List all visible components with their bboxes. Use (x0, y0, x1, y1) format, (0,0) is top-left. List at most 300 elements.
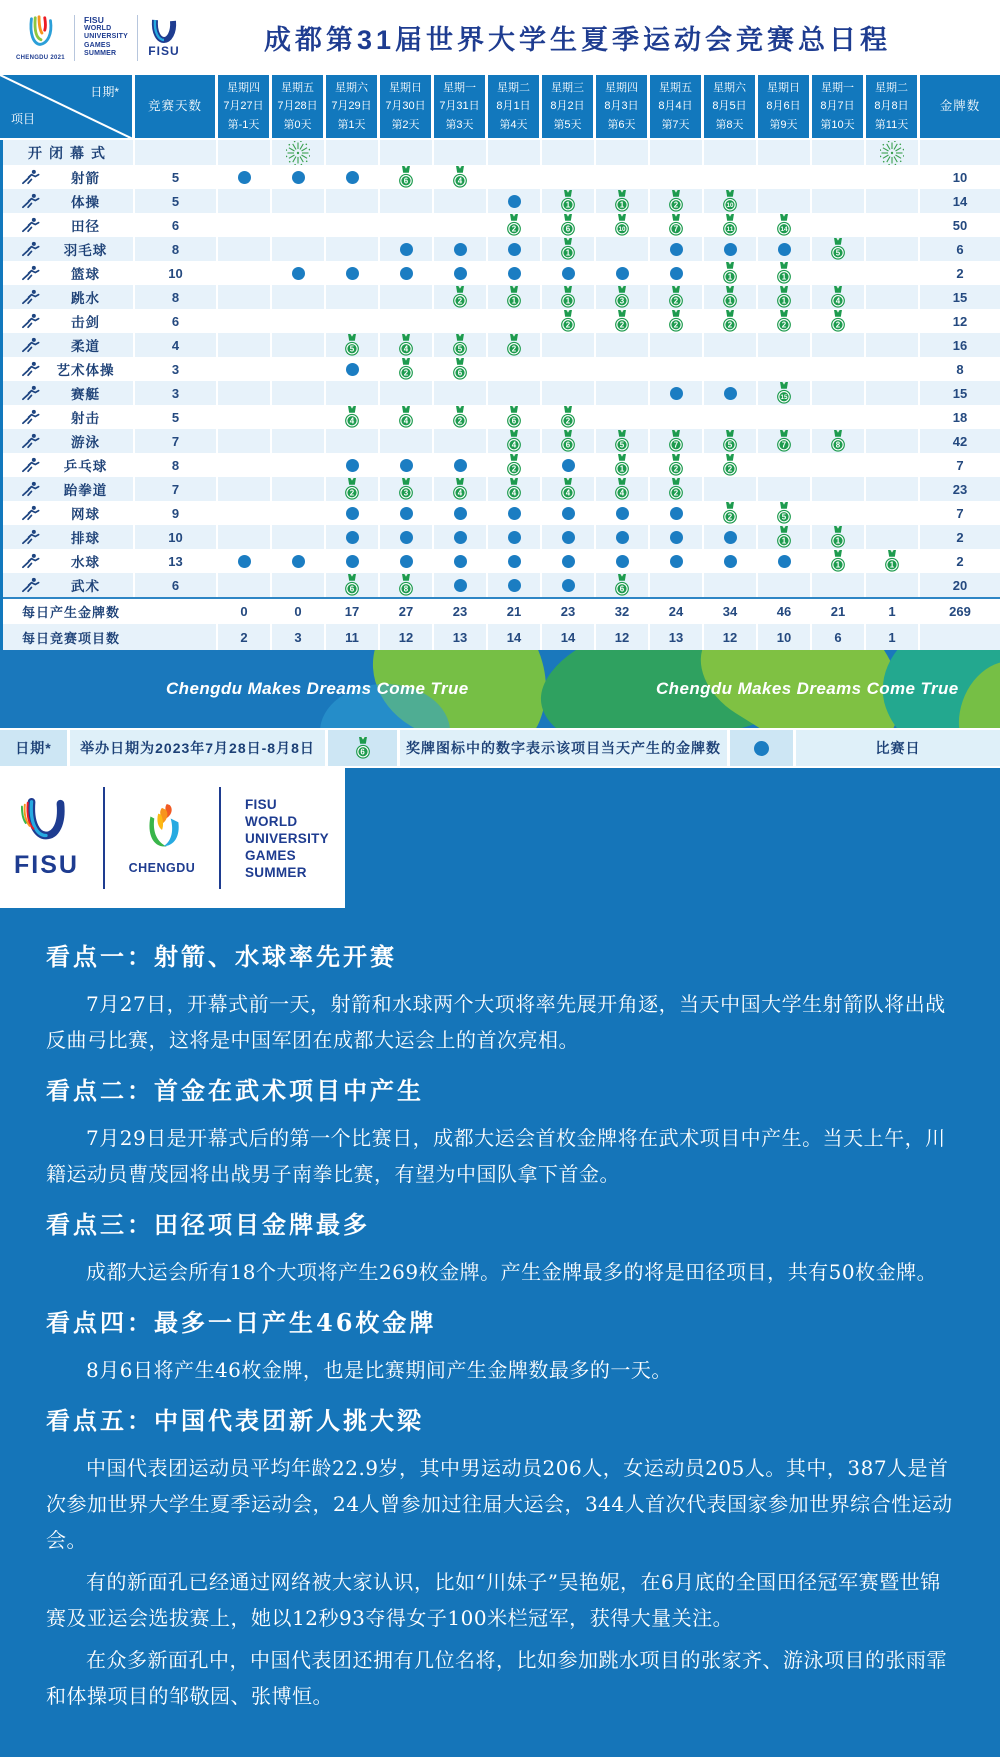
svg-text:4: 4 (511, 439, 517, 449)
competition-day-dot (454, 531, 467, 544)
competition-days-count: 8 (135, 453, 218, 477)
svg-text:1: 1 (835, 535, 841, 545)
gold-medal-icon (667, 286, 685, 309)
svg-text:2: 2 (565, 415, 571, 425)
gold-medal-icon (829, 430, 847, 453)
competition-day-dot (508, 243, 521, 256)
wushu-icon (18, 577, 42, 593)
gold-medal-icon (451, 358, 469, 381)
competition-day-dot (454, 555, 467, 568)
gold-medal-icon (775, 214, 793, 237)
gold-medal-icon (829, 238, 847, 261)
gold-medal-icon (397, 574, 415, 597)
competition-day-dot (724, 387, 737, 400)
svg-text:1: 1 (619, 199, 625, 209)
gold-medal-icon (775, 286, 793, 309)
competition-day-dot (754, 741, 769, 756)
gold-medal-icon (505, 454, 523, 477)
gold-medal-icon (505, 430, 523, 453)
table-left-border (0, 140, 3, 650)
gold-medal-icon (721, 502, 739, 525)
svg-text:4: 4 (565, 487, 571, 497)
gold-medal-icon (829, 550, 847, 573)
rowing-icon (18, 385, 42, 401)
svg-text:1: 1 (511, 295, 517, 305)
svg-text:2: 2 (673, 319, 679, 329)
svg-text:2: 2 (673, 295, 679, 305)
svg-text:1: 1 (889, 559, 895, 569)
gold-medal-icon (505, 214, 523, 237)
sport-name: 排球 (71, 531, 100, 546)
competition-days-count: 6 (135, 309, 218, 333)
daily-gold-row: 每日产生金牌数 0 0 17 27 23 21 23 32 24 34 46 21 1 269 (0, 597, 1000, 624)
competition-day-dot (562, 507, 575, 520)
svg-text:6: 6 (349, 583, 355, 593)
gold-medal-icon (559, 406, 577, 429)
gold-medal-icon (721, 454, 739, 477)
gold-count-header: 金牌数 (920, 75, 1000, 138)
svg-text:8: 8 (835, 439, 841, 449)
svg-text:4: 4 (511, 487, 517, 497)
sport-row (0, 357, 1000, 381)
highlight-heading: 看点四：最多一日产生46枚金牌 (46, 1308, 437, 1337)
competition-day-dot (346, 459, 359, 472)
svg-text:4: 4 (457, 175, 463, 185)
gold-medal-icon (343, 478, 361, 501)
gold-medal-icon (721, 262, 739, 285)
svg-text:4: 4 (403, 415, 409, 425)
fireworks-icon (286, 141, 310, 165)
competition-day-dot (238, 555, 251, 568)
legend-medal-cell (328, 730, 400, 766)
table-corner-cell (0, 75, 135, 138)
highlight-paragraph: 在众多新面孔中，中国代表团还拥有几位名将，比如参加跳水项目的张家齐、游泳项目的张雨霏和体操项目的邹敬园、张博恒。 (46, 1648, 947, 1708)
svg-text:5: 5 (619, 439, 625, 449)
competition-days-count: 6 (135, 213, 218, 237)
gymnastics-icon (18, 193, 42, 209)
gold-medal-icon (559, 286, 577, 309)
svg-text:2: 2 (727, 463, 733, 473)
svg-text:2: 2 (673, 487, 679, 497)
svg-text:1: 1 (565, 295, 571, 305)
summary-label: 每日产生金牌数 (0, 599, 218, 624)
gold-medal-icon (613, 478, 631, 501)
svg-text:15: 15 (780, 393, 788, 401)
svg-text:2: 2 (727, 511, 733, 521)
gold-medal-icon (613, 214, 631, 237)
gold-medal-icon (667, 478, 685, 501)
svg-text:5: 5 (727, 439, 733, 449)
competition-day-dot (562, 531, 575, 544)
sport-row (0, 525, 1000, 549)
gold-medal-icon (613, 454, 631, 477)
sport-row (0, 165, 1000, 189)
svg-text:1: 1 (781, 535, 787, 545)
svg-text:10: 10 (726, 201, 734, 209)
gold-medal-icon (343, 406, 361, 429)
gold-medal-icon (451, 478, 469, 501)
sport-row (0, 333, 1000, 357)
slogan-text: Chengdu Makes Dreams Come True (166, 679, 469, 698)
gold-medal-icon (667, 310, 685, 333)
highlight-paragraph: 7月29日是开幕式后的第一个比赛日，成都大运会首枚金牌将在武术项目中产生。当天上午，川籍运动员曹茂园将出战男子南拳比赛，有望为中国队拿下首金。 (46, 1126, 946, 1186)
gold-medal-icon (397, 166, 415, 189)
gold-medal-icon (775, 502, 793, 525)
sport-name: 赛艇 (71, 387, 100, 402)
water-polo-icon (18, 553, 42, 569)
gold-medal-icon (397, 406, 415, 429)
sport-name: 网球 (71, 507, 100, 522)
svg-text:5: 5 (781, 511, 787, 521)
gold-medal-icon (451, 166, 469, 189)
competition-days-count: 8 (135, 285, 218, 309)
sport-row (0, 405, 1000, 429)
footer-logo-strip (0, 768, 1000, 908)
highlight-heading: 看点五：中国代表团新人挑大梁 (46, 1406, 424, 1435)
competition-days-count: 5 (135, 405, 218, 429)
competition-day-dot (400, 459, 413, 472)
taekwondo-icon (18, 481, 42, 497)
sport-name: 水球 (71, 555, 100, 570)
gold-medal-icon (451, 406, 469, 429)
gold-medal-count: 23 (952, 481, 968, 497)
highlight-heading: 看点三：田径项目金牌最多 (46, 1210, 370, 1239)
gold-medal-icon (775, 382, 793, 405)
competition-days-count: 6 (135, 573, 218, 597)
games-wordmark: FISU WORLD UNIVERSITY GAMES SUMMER (244, 796, 329, 880)
svg-text:7: 7 (673, 439, 679, 449)
sport-name: 击剑 (71, 315, 100, 330)
page-header (0, 0, 1000, 75)
legend-medal-note: 奖牌图标中的数字表示该项目当天产生的金牌数 (400, 730, 730, 766)
competition-days-count: 9 (135, 501, 218, 525)
gold-medal-icon (721, 214, 739, 237)
competition-day-dot (562, 459, 575, 472)
gold-medal-count: 10 (952, 169, 968, 185)
gold-medal-icon (613, 190, 631, 213)
fisu-wordmark: FISU (148, 44, 180, 58)
gold-medal-count: 8 (956, 361, 964, 377)
gold-medal-icon (451, 334, 469, 357)
summary-total: 269 (949, 604, 971, 619)
gold-medal-icon (883, 550, 901, 573)
sport-row (0, 285, 1000, 309)
gold-medal-icon (559, 430, 577, 453)
svg-text:3: 3 (403, 487, 409, 497)
sport-name: 田径 (71, 219, 100, 234)
svg-text:6: 6 (565, 223, 571, 233)
gold-medal-icon (829, 310, 847, 333)
legend-date-label: 日期* (0, 730, 70, 766)
gold-medal-icon (721, 190, 739, 213)
sport-name: 乒乓球 (63, 459, 108, 474)
competition-days-header: 竞赛天数 (135, 75, 218, 138)
gold-medal-icon (343, 574, 361, 597)
gold-medal-icon (354, 737, 372, 760)
svg-text:2: 2 (673, 199, 679, 209)
gold-medal-count: 14 (952, 193, 968, 209)
svg-text:5: 5 (835, 247, 841, 257)
day-column-header: 星期四 8月3日 第6天 (596, 75, 650, 138)
sport-name: 跆拳道 (63, 483, 108, 498)
gold-medal-icon (667, 430, 685, 453)
svg-text:6: 6 (511, 415, 517, 425)
svg-text:6: 6 (565, 439, 571, 449)
athletics-icon (18, 217, 42, 233)
gold-medal-icon (343, 334, 361, 357)
competition-day-dot (346, 171, 359, 184)
chengdu-wordmark: CHENGDU (128, 860, 196, 875)
svg-text:4: 4 (403, 343, 409, 353)
svg-text:1: 1 (565, 247, 571, 257)
competition-day-dot (562, 267, 575, 280)
judo-icon (18, 337, 42, 353)
gold-medal-icon (559, 190, 577, 213)
highlight-paragraph: 中国代表团运动员平均年龄22.9岁，其中男运动员206人，女运动员205人。其中，387人是首次参加世界大学生夏季运动会，24人曾参加过往届大运会，344人首次代表国家参加世界综合性运动会。 (46, 1456, 953, 1552)
gold-medal-icon (613, 430, 631, 453)
gold-medal-icon (505, 334, 523, 357)
competition-day-dot (670, 555, 683, 568)
gold-medal-icon (775, 526, 793, 549)
svg-text:7: 7 (673, 223, 679, 233)
svg-text:8: 8 (403, 583, 409, 593)
legend-dot-note: 比赛日 (796, 730, 1000, 766)
ceremony-label: 开闭幕式 (0, 140, 135, 165)
competition-days-count: 7 (135, 477, 218, 501)
svg-text:5: 5 (457, 343, 463, 353)
slogan-text: Chengdu Makes Dreams Come True (656, 679, 959, 698)
header-logos (0, 14, 181, 61)
gold-medal-count: 18 (952, 409, 968, 425)
sport-row (0, 429, 1000, 453)
svg-text:2: 2 (781, 319, 787, 329)
svg-text:2: 2 (457, 415, 463, 425)
competition-day-dot (616, 267, 629, 280)
page-title: 成都第31届世界大学生夏季运动会竞赛总日程 (263, 25, 891, 55)
svg-text:2: 2 (835, 319, 841, 329)
gold-medal-icon (505, 406, 523, 429)
sport-name: 跳水 (71, 291, 100, 306)
gold-medal-count: 2 (956, 529, 964, 545)
gold-medal-icon (397, 334, 415, 357)
day-column-header: 星期五 8月4日 第7天 (650, 75, 704, 138)
archery-icon (18, 169, 42, 185)
competition-day-dot (508, 531, 521, 544)
chengdu-logo (137, 802, 187, 858)
gold-medal-icon (721, 286, 739, 309)
highlight-paragraph: 7月27日，开幕式前一天，射箭和水球两个大项将率先展开角逐，当天中国大学生射箭队将出战反曲弓比赛，这将是中国军团在成都大运会上的首次亮相。 (46, 992, 946, 1052)
day-column-header: 星期一 7月31日 第3天 (434, 75, 488, 138)
competition-day-dot (400, 243, 413, 256)
gold-medal-icon (775, 310, 793, 333)
svg-text:7: 7 (781, 439, 787, 449)
competition-day-dot (724, 243, 737, 256)
sport-row (0, 237, 1000, 261)
competition-day-dot (670, 267, 683, 280)
sport-name: 游泳 (71, 435, 100, 450)
fisu-logo (147, 17, 181, 45)
gold-medal-count: 42 (952, 433, 968, 449)
gold-medal-icon (613, 574, 631, 597)
gold-medal-icon (721, 430, 739, 453)
day-column-header: 星期五 7月28日 第0天 (272, 75, 326, 138)
competition-days-count: 3 (135, 357, 218, 381)
day-column-header: 星期四 7月27日 第-1天 (218, 75, 272, 138)
competition-day-dot (724, 531, 737, 544)
sport-row (0, 549, 1000, 573)
gold-medal-icon (829, 286, 847, 309)
gold-medal-count: 7 (956, 457, 964, 473)
competition-day-dot (346, 363, 359, 376)
gold-medal-count: 50 (952, 217, 968, 233)
svg-text:6: 6 (457, 367, 463, 377)
competition-day-dot (400, 507, 413, 520)
divider (74, 15, 75, 61)
gold-medal-icon (667, 214, 685, 237)
gold-medal-icon (613, 286, 631, 309)
swimming-icon (18, 433, 42, 449)
table-tennis-icon (18, 457, 42, 473)
highlight-heading: 看点二：首金在武术项目中产生 (46, 1076, 424, 1105)
svg-text:2: 2 (565, 319, 571, 329)
chengdu-2021-logo (21, 14, 59, 54)
gold-medal-count: 6 (956, 241, 964, 257)
gold-medal-count: 12 (952, 313, 968, 329)
svg-text:2: 2 (511, 343, 517, 353)
day-column-header: 星期二 8月8日 第11天 (866, 75, 920, 138)
svg-text:6: 6 (619, 583, 625, 593)
competition-day-dot (238, 171, 251, 184)
day-column-header: 星期三 8月2日 第5天 (542, 75, 596, 138)
day-column-header: 星期日 8月6日 第9天 (758, 75, 812, 138)
competition-day-dot (508, 579, 521, 592)
competition-days-count: 3 (135, 381, 218, 405)
competition-day-dot (670, 531, 683, 544)
sport-name: 武术 (71, 579, 100, 594)
sport-row (0, 381, 1000, 405)
competition-day-dot (778, 555, 791, 568)
sport-name: 艺术体操 (56, 363, 115, 378)
competition-days-count: 7 (135, 429, 218, 453)
gold-medal-icon (505, 478, 523, 501)
svg-text:4: 4 (619, 487, 625, 497)
competition-day-dot (508, 555, 521, 568)
slogan-banner (0, 650, 1000, 728)
day-column-header: 星期一 8月7日 第10天 (812, 75, 866, 138)
fisu-logo (17, 797, 75, 849)
competition-day-dot (670, 243, 683, 256)
table-body (0, 140, 1000, 650)
day-column-header: 星期二 8月1日 第4天 (488, 75, 542, 138)
competition-day-dot (346, 267, 359, 280)
gold-medal-count: 15 (952, 289, 968, 305)
gold-medal-icon (829, 526, 847, 549)
gold-medal-icon (667, 190, 685, 213)
competition-day-dot (562, 579, 575, 592)
competition-day-dot (454, 459, 467, 472)
divider (103, 787, 105, 889)
competition-days-count: 5 (135, 165, 218, 189)
day-column-header: 星期六 8月5日 第8天 (704, 75, 758, 138)
svg-text:4: 4 (835, 295, 841, 305)
svg-text:2: 2 (727, 319, 733, 329)
svg-text:6: 6 (359, 746, 366, 756)
competition-days-count: 10 (135, 525, 218, 549)
legend-row (0, 728, 1000, 768)
volleyball-icon (18, 529, 42, 545)
gold-medal-icon (505, 286, 523, 309)
day-column-header: 星期日 7月30日 第2天 (380, 75, 434, 138)
gold-medal-icon (559, 310, 577, 333)
tennis-icon (18, 505, 42, 521)
svg-text:2: 2 (511, 463, 517, 473)
svg-text:1: 1 (727, 295, 733, 305)
svg-text:1: 1 (565, 199, 571, 209)
gold-medal-count: 2 (956, 265, 964, 281)
table-header-row (0, 75, 1000, 140)
summary-label: 每日竞赛项目数 (0, 624, 218, 650)
competition-day-dot (400, 531, 413, 544)
gold-medal-icon (397, 478, 415, 501)
legend-dot-cell (730, 730, 796, 766)
competition-day-dot (400, 555, 413, 568)
svg-text:1: 1 (727, 271, 733, 281)
sport-name: 射击 (71, 411, 100, 426)
basketball-icon (18, 265, 42, 281)
sport-row (0, 477, 1000, 501)
gold-medal-icon (775, 262, 793, 285)
sport-name: 篮球 (71, 267, 100, 282)
competition-day-dot (454, 579, 467, 592)
competition-day-dot (292, 267, 305, 280)
fisu-games-text: FISU WORLD UNIVERSITY GAMES SUMMER (83, 15, 128, 58)
day-column-header: 星期六 7月29日 第1天 (326, 75, 380, 138)
highlight-heading: 看点一：射箭、水球率先开赛 (46, 942, 397, 971)
competition-day-dot (508, 267, 521, 280)
svg-text:10: 10 (618, 225, 626, 233)
svg-text:1: 1 (619, 463, 625, 473)
svg-text:3: 3 (619, 295, 625, 305)
competition-day-dot (616, 555, 629, 568)
chengdu-2021-caption: CHENGDU 2021 (16, 55, 65, 61)
gold-medal-count: 15 (952, 385, 968, 401)
competition-days-count: 5 (135, 189, 218, 213)
competition-day-dot (454, 243, 467, 256)
diving-icon (18, 289, 42, 305)
competition-day-dot (670, 387, 683, 400)
divider (219, 787, 221, 889)
fencing-icon (18, 313, 42, 329)
gold-medal-icon (559, 214, 577, 237)
gold-medal-icon (559, 238, 577, 261)
gold-medal-count: 2 (956, 553, 964, 569)
gold-medal-icon (613, 310, 631, 333)
svg-text:2: 2 (511, 223, 517, 233)
gold-medal-icon (721, 310, 739, 333)
svg-text:1: 1 (835, 559, 841, 569)
fireworks-icon (880, 141, 904, 165)
shooting-icon (18, 409, 42, 425)
footer-logo-box (0, 768, 345, 908)
summary-total (920, 624, 1000, 650)
svg-text:2: 2 (457, 295, 463, 305)
gold-medal-icon (451, 286, 469, 309)
competition-day-dot (508, 195, 521, 208)
gold-medal-icon (397, 358, 415, 381)
svg-text:2: 2 (619, 319, 625, 329)
legend-date-text: 举办日期为2023年7月28日-8月8日 (70, 730, 328, 766)
competition-days-count: 10 (135, 261, 218, 285)
